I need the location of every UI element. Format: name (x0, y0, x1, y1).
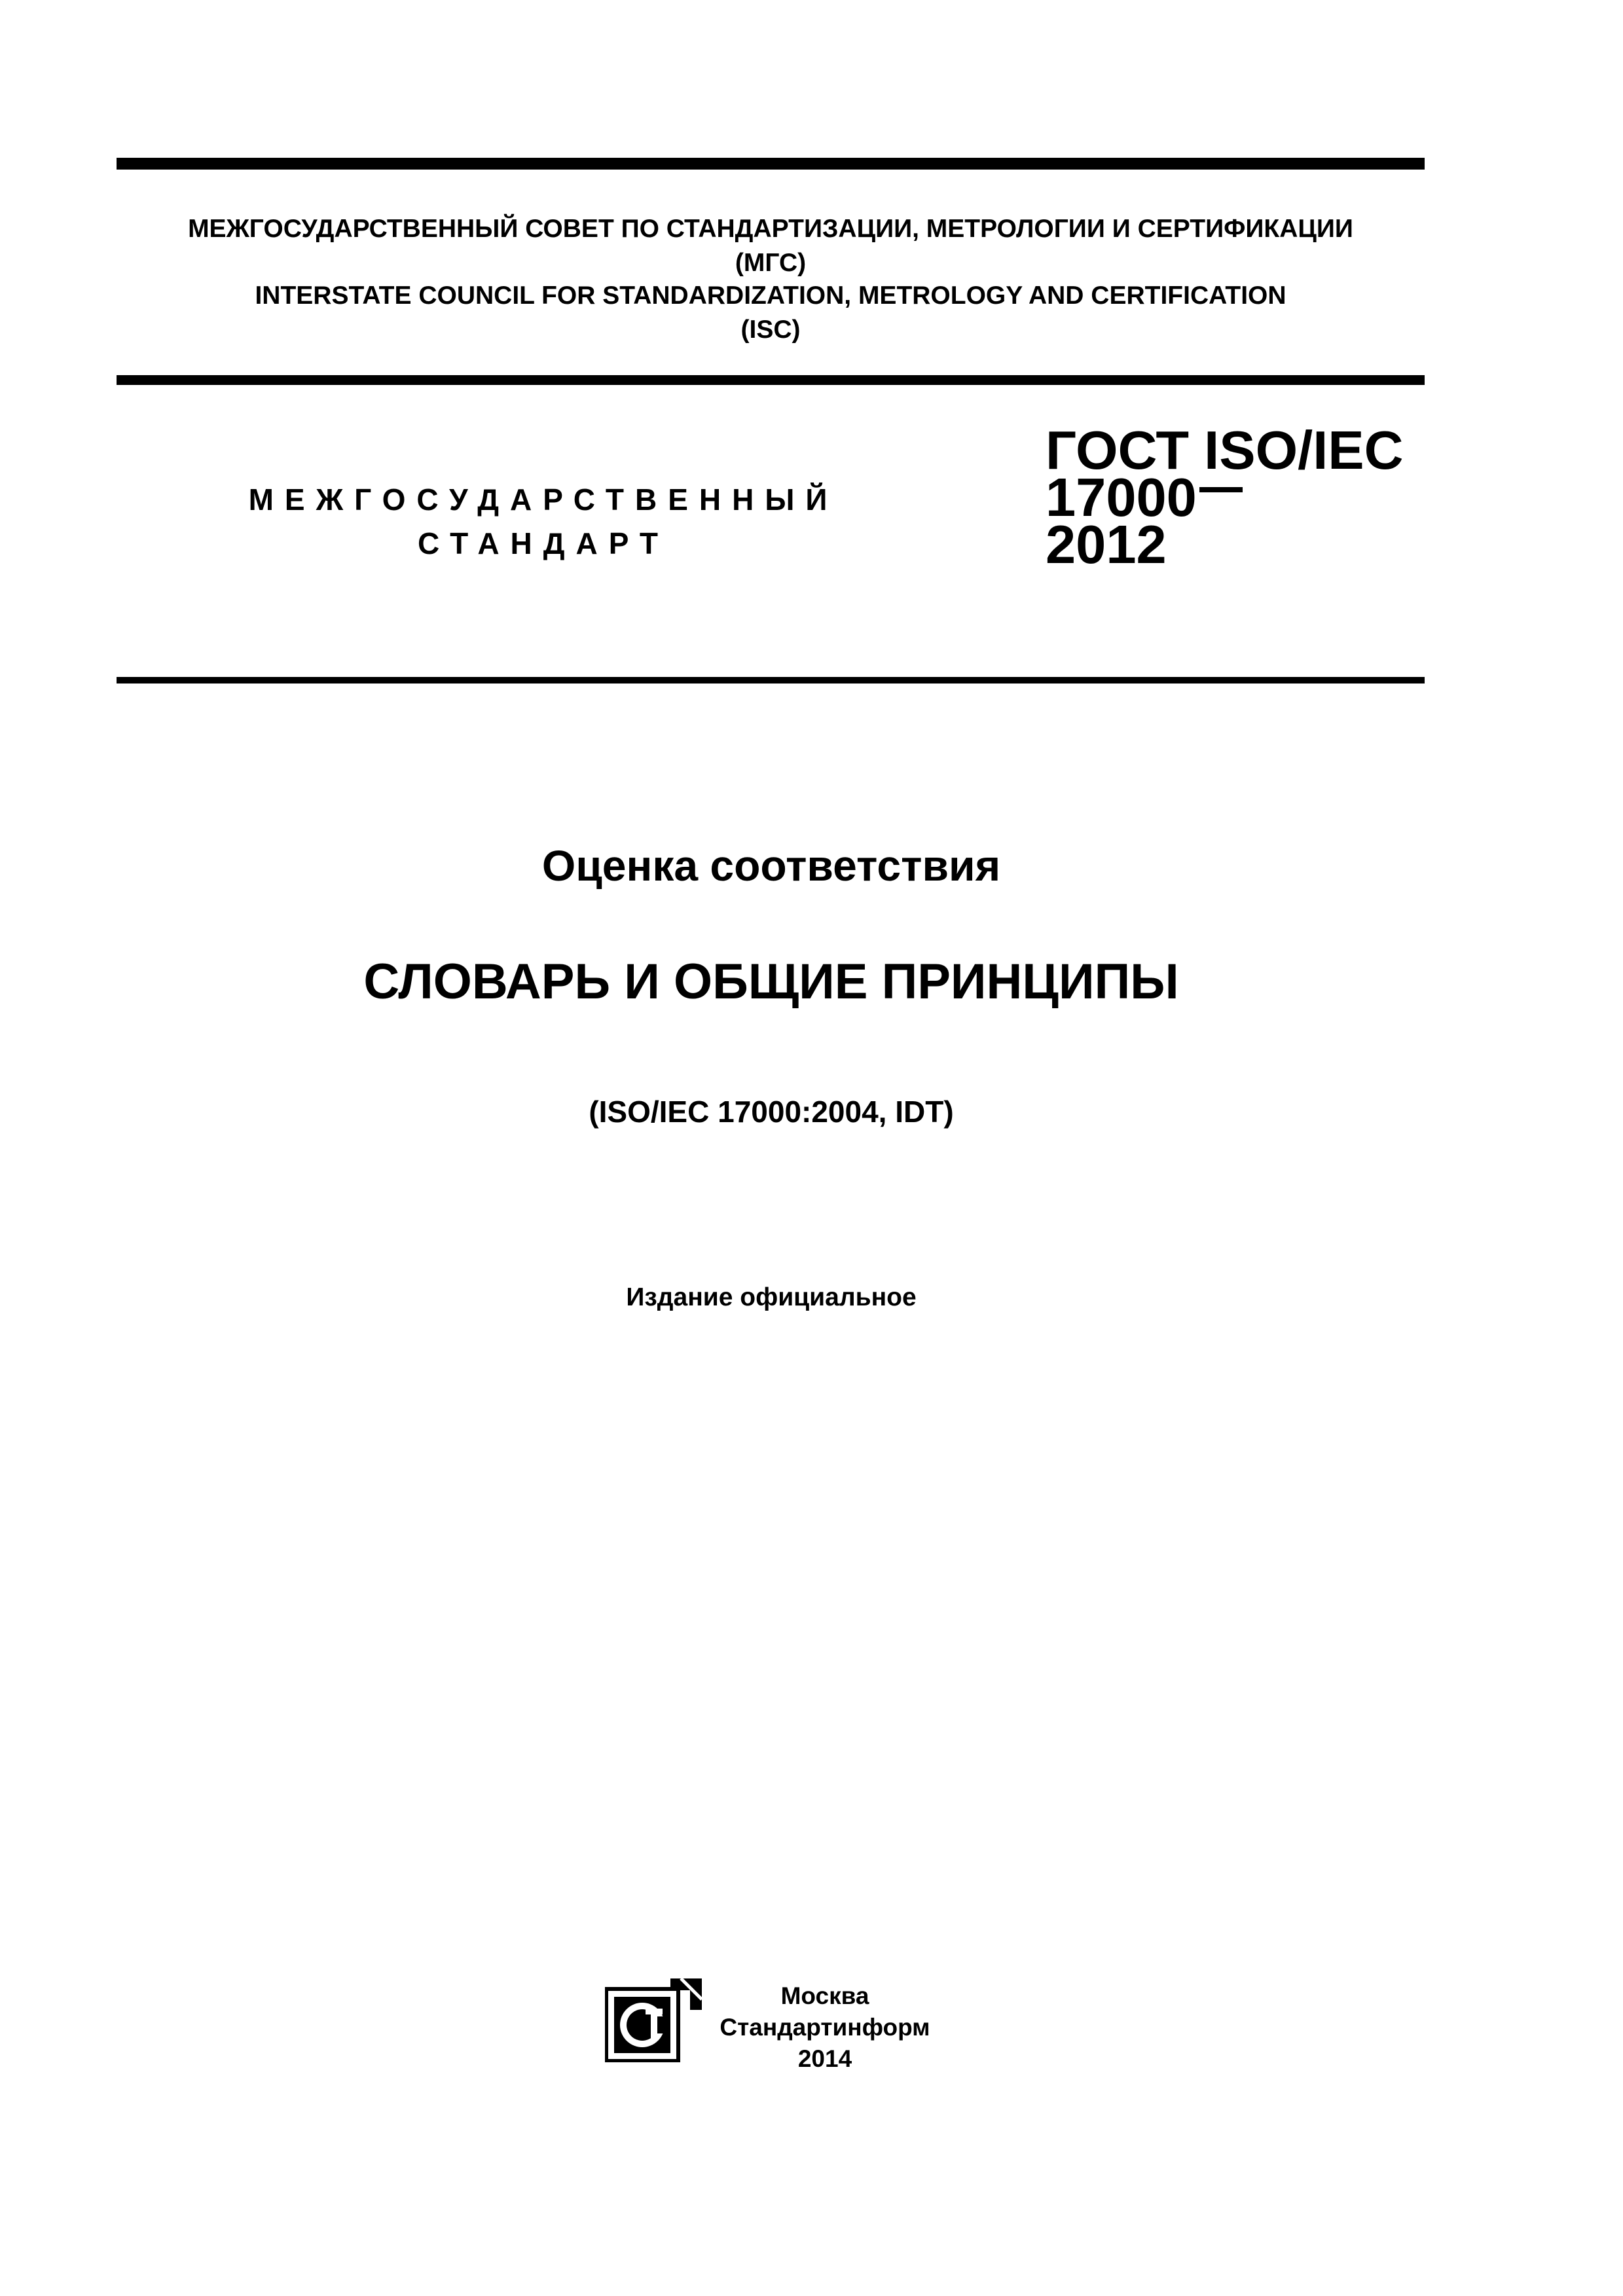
designation-dash (1199, 487, 1243, 492)
publisher-name: Стандартинформ (720, 2014, 930, 2041)
designation-line2: 17000 (1046, 467, 1197, 528)
document-title: СЛОВАРЬ И ОБЩИЕ ПРИНЦИПЫ (363, 954, 1179, 1010)
publication-year: 2014 (797, 2045, 852, 2072)
council-name-ru: МЕЖГОСУДАРСТВЕННЫЙ СОВЕТ ПО СТАНДАРТИЗАЦИИ, МЕТРОЛОГИИ И СЕРТИФИКАЦИИ (188, 215, 1353, 243)
document-subject: Оценка соответствия (541, 841, 1001, 890)
top-divider (117, 158, 1425, 170)
edition-note: Издание официальное (626, 1283, 917, 1311)
international-reference: (ISO/IEC 17000:2004, IDT) (589, 1095, 954, 1129)
middle-divider (117, 375, 1425, 385)
standard-kind-line1: МЕЖГОСУДАРСТВЕННЫЙ (248, 483, 839, 517)
standard-kind-line2: СТАНДАРТ (418, 526, 669, 560)
lower-divider (117, 677, 1425, 683)
council-abbr-ru: (МГС) (735, 249, 807, 277)
standard-designation (1046, 420, 1412, 575)
designation-line1: ГОСТ ISO/IEC (1046, 420, 1404, 481)
publisher-block (714, 1980, 936, 2075)
standartinform-logo-icon (605, 1977, 703, 2062)
designation-line3: 2012 (1046, 514, 1167, 575)
council-name-en: INTERSTATE COUNCIL FOR STANDARDIZATION, METROLOGY AND CERTIFICATION (255, 282, 1286, 310)
publisher-city: Москва (780, 1982, 869, 2009)
council-abbr-en: (ISC) (740, 316, 801, 344)
